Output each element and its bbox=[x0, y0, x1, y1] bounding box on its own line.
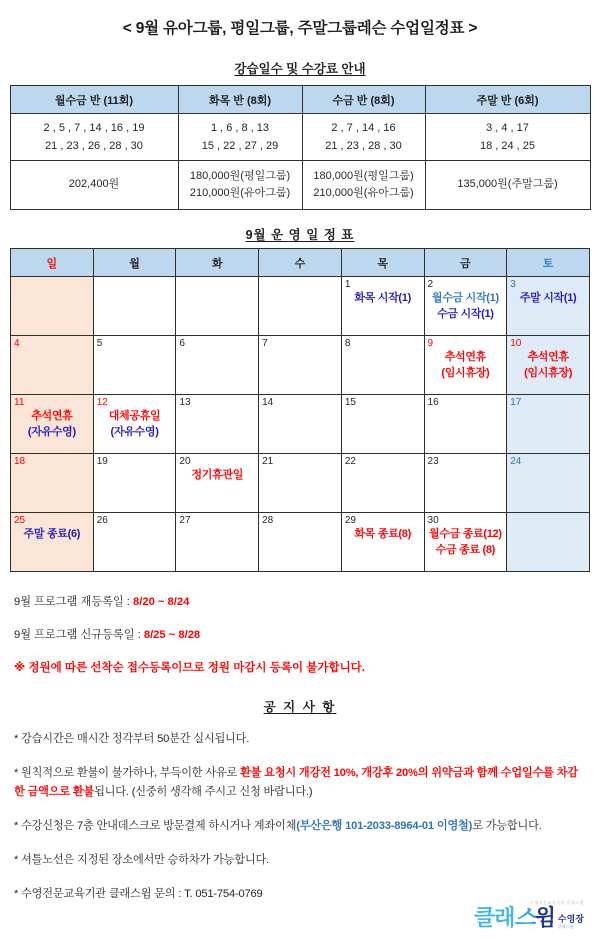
fee-line: 210,000원(유아그룹) bbox=[189, 187, 291, 199]
logo-caption: 수영전문교육기관 클래스윔 bbox=[530, 900, 584, 905]
dates-cell-wf bbox=[302, 114, 425, 161]
notice-text: * 셔틀노선은 지정된 장소에서만 승하차가 가능합니다. bbox=[14, 854, 269, 867]
reregistration-dates: 8/20 ~ 8/24 bbox=[133, 596, 190, 608]
notice-item-payment bbox=[14, 817, 586, 836]
reregistration-line bbox=[14, 593, 600, 609]
calendar-cell-sun bbox=[11, 336, 94, 395]
calendar-week-row bbox=[11, 395, 590, 454]
day-number: 25 bbox=[14, 515, 26, 526]
fee-table-fees-row bbox=[10, 161, 590, 210]
calendar-cell-sun bbox=[11, 277, 94, 336]
dates-cell-tt bbox=[178, 114, 302, 161]
capacity-warning: ※ 정원에 따른 선착순 접수등록이므로 정원 마감시 등록이 불가합니다. bbox=[14, 662, 365, 674]
calendar-event: (자유수영) bbox=[27, 425, 76, 438]
calendar-cell-wed bbox=[259, 277, 342, 336]
calendar-cell-fri bbox=[424, 395, 507, 454]
calendar-event: 정기휴관일 bbox=[191, 469, 244, 481]
day-number bbox=[262, 278, 338, 291]
calendar-cell-tue bbox=[176, 513, 259, 572]
day-number: 1 bbox=[344, 279, 351, 290]
day-number: 28 bbox=[262, 515, 274, 526]
day-number bbox=[14, 278, 90, 291]
notice-item-class-time bbox=[14, 730, 586, 749]
day-number: 6 bbox=[179, 338, 185, 349]
calendar-cell-fri bbox=[424, 513, 507, 572]
new-registration-dates: 8/25 ~ 8/28 bbox=[143, 629, 201, 641]
calendar-event: 화목 종료(8) bbox=[354, 528, 411, 540]
calendar-cell-tue bbox=[176, 395, 259, 454]
day-number: 26 bbox=[96, 515, 108, 526]
day-number: 18 bbox=[14, 456, 26, 467]
day-header-sun: 일 bbox=[11, 249, 94, 277]
calendar-cell-tue bbox=[176, 277, 259, 336]
calendar-heading: 9월 운 영 일 정 표 bbox=[245, 228, 355, 242]
day-number: 2 bbox=[427, 279, 434, 290]
fee-table bbox=[10, 85, 591, 210]
calendar-event: 월수금 종료(12) bbox=[428, 528, 502, 540]
calendar-event: 추석연휴 bbox=[444, 351, 487, 363]
calendar-week-row bbox=[11, 277, 590, 336]
fee-col-header-tt: 화목 반 (8회) bbox=[178, 86, 302, 114]
day-number bbox=[510, 514, 586, 527]
day-number: 3 bbox=[510, 279, 516, 290]
logo-brand-text-dark: 윔 bbox=[534, 905, 555, 930]
page-title: < 9월 유아그룹, 평일그룹, 주말그룹레슨 수업일정표 > bbox=[122, 20, 478, 37]
refund-penalty-highlight: 환불 요청시 개강전 10%, 개강후 20%의 위약금과 함께 수업일수를 차감한 금액으로 환불 bbox=[14, 767, 578, 799]
day-number: 16 bbox=[427, 397, 439, 408]
logo-brand-accent: 스 bbox=[514, 905, 535, 930]
day-number: 23 bbox=[427, 456, 439, 467]
calendar-cell-sun bbox=[11, 454, 94, 513]
calendar-cell-mon bbox=[93, 336, 176, 395]
notice-item-refund-policy bbox=[14, 764, 586, 802]
day-number: 13 bbox=[179, 397, 191, 408]
day-number: 9 bbox=[427, 338, 434, 349]
calendar-cell-thu bbox=[341, 395, 424, 454]
schedule-document bbox=[0, 16, 600, 939]
day-number: 27 bbox=[179, 515, 191, 526]
day-number: 22 bbox=[344, 456, 356, 467]
fee-line: 135,000원(주말그룹) bbox=[457, 178, 558, 191]
calendar-cell-sun bbox=[11, 513, 94, 572]
day-number: 15 bbox=[344, 397, 356, 408]
notice-text: * 원칙적으로 환불이 불가하나, 부득이한 사유로 bbox=[14, 767, 241, 780]
calendar-cell-sat bbox=[507, 395, 590, 454]
classwim-logo bbox=[474, 900, 584, 929]
day-number: 20 bbox=[179, 456, 191, 467]
fee-col-header-wf: 수금 반 (8회) bbox=[302, 86, 425, 114]
calendar-event: 수금 종료 (8) bbox=[435, 543, 496, 556]
fee-table-dates-row bbox=[10, 114, 590, 161]
day-number: 8 bbox=[344, 338, 351, 349]
day-number: 7 bbox=[262, 338, 268, 349]
calendar-week-row bbox=[11, 454, 590, 513]
day-number: 5 bbox=[96, 338, 103, 349]
bank-account-highlight: (부산은행 101-2033-8964-01 이영철) bbox=[296, 820, 473, 833]
day-header-tue: 화 bbox=[176, 249, 259, 277]
calendar-header-row bbox=[11, 249, 590, 277]
dates-line: 2 , 5 , 7 , 14 , 16 , 19 bbox=[43, 121, 145, 134]
dates-line: 2 , 7 , 14 , 16 bbox=[331, 121, 396, 134]
calendar-cell-thu bbox=[341, 336, 424, 395]
calendar-cell-tue bbox=[176, 336, 259, 395]
calendar-cell-fri bbox=[424, 454, 507, 513]
day-number: 10 bbox=[510, 338, 522, 349]
day-number: 12 bbox=[96, 397, 108, 408]
calendar-cell-mon bbox=[93, 454, 176, 513]
fee-table-header-row bbox=[10, 86, 590, 114]
calendar-event: 추석연휴 bbox=[527, 351, 569, 363]
dates-line: 18 , 24 , 25 bbox=[479, 140, 536, 152]
dates-line: 21 , 23 , 28 , 30 bbox=[325, 140, 402, 152]
dates-cell-weekend bbox=[425, 114, 590, 161]
calendar-cell-sun bbox=[11, 395, 94, 454]
calendar-cell-thu bbox=[341, 277, 424, 336]
calendar-cell-tue bbox=[176, 454, 259, 513]
calendar-cell-mon bbox=[93, 513, 176, 572]
day-number bbox=[179, 278, 255, 291]
calendar-cell-wed bbox=[259, 513, 342, 572]
calendar-week-row bbox=[11, 336, 590, 395]
registration-block bbox=[14, 593, 600, 675]
day-number: 29 bbox=[344, 515, 356, 526]
notice-text: * 강습시간은 매시간 정각부터 50분간 실시됩니다. bbox=[14, 733, 250, 745]
day-number: 19 bbox=[96, 456, 108, 467]
day-number: 24 bbox=[510, 456, 522, 467]
day-header-wed: 수 bbox=[259, 249, 342, 277]
dates-line: 1 , 6 , 8 , 13 bbox=[210, 121, 270, 134]
fee-cell-mwf bbox=[10, 161, 178, 210]
notice-text: * 수영전문교육기관 클래스윔 문의 : T. 051-754-0769 bbox=[14, 888, 263, 901]
calendar-cell-sat bbox=[507, 336, 590, 395]
calendar-cell-thu bbox=[341, 513, 424, 572]
day-header-sat: 토 bbox=[507, 249, 590, 277]
day-header-mon: 월 bbox=[93, 249, 176, 277]
logo-brand-text: 클래 bbox=[473, 905, 515, 930]
fee-col-header-mwf: 월수금 반 (11회) bbox=[10, 86, 178, 114]
day-number: 17 bbox=[510, 397, 522, 408]
fee-line: 210,000원(유아그룹) bbox=[313, 187, 414, 199]
calendar-event: 화목 시작(1) bbox=[354, 292, 411, 304]
logo-tag-pool: 수영장 bbox=[557, 914, 584, 924]
fee-cell-weekend bbox=[425, 161, 590, 210]
calendar-week-row bbox=[11, 513, 590, 572]
logo-tagline bbox=[558, 915, 584, 929]
day-number: 21 bbox=[262, 456, 274, 467]
dates-line: 21 , 23 , 26 , 28 , 30 bbox=[45, 140, 143, 152]
logo-tag-sub: 클래스윔 bbox=[557, 924, 574, 929]
fee-cell-tt bbox=[178, 161, 302, 210]
day-number bbox=[97, 278, 173, 291]
day-number: 30 bbox=[427, 515, 439, 526]
calendar-cell-fri bbox=[424, 277, 507, 336]
day-number: 14 bbox=[262, 397, 274, 408]
calendar-cell-sat bbox=[507, 277, 590, 336]
calendar-event: 대체공휴일 bbox=[108, 410, 161, 422]
calendar-event: 월수금 시작(1) bbox=[431, 292, 499, 304]
dates-line: 3 , 4 , 17 bbox=[486, 121, 529, 134]
notice-text: 로 가능합니다. bbox=[472, 820, 542, 833]
new-registration-label: 9월 프로그램 신규등록일 : bbox=[14, 629, 144, 641]
day-header-thu: 목 bbox=[341, 249, 424, 277]
fee-line: 202,400원 bbox=[68, 178, 120, 191]
calendar-event: (임시휴장) bbox=[524, 366, 573, 379]
fee-col-header-weekend: 주말 반 (6회) bbox=[425, 86, 590, 114]
fee-cell-wf bbox=[302, 161, 425, 210]
calendar-event: 주말 시작(1) bbox=[519, 292, 577, 304]
operation-calendar bbox=[10, 248, 590, 572]
reregistration-label: 9월 프로그램 재등록일 : bbox=[14, 596, 134, 608]
fee-line: 180,000원(평일그룹) bbox=[313, 169, 414, 182]
dates-line: 15 , 22 , 27 , 29 bbox=[201, 140, 279, 152]
calendar-event: 추석연휴 bbox=[31, 410, 73, 422]
notice-heading: 공 지 사 항 bbox=[263, 700, 337, 714]
new-registration-line bbox=[14, 626, 600, 642]
calendar-cell-thu bbox=[341, 454, 424, 513]
calendar-cell-fri bbox=[424, 336, 507, 395]
calendar-cell-wed bbox=[259, 336, 342, 395]
calendar-cell-wed bbox=[259, 454, 342, 513]
calendar-event: (자유수영) bbox=[110, 425, 159, 438]
day-number: 4 bbox=[14, 338, 20, 349]
fee-section-heading: 강습일수 및 수강료 안내 bbox=[234, 62, 366, 76]
calendar-cell-wed bbox=[259, 395, 342, 454]
calendar-event: 수금 시작(1) bbox=[437, 307, 494, 320]
day-header-fri: 금 bbox=[424, 249, 507, 277]
calendar-cell-sat bbox=[507, 454, 590, 513]
calendar-cell-mon bbox=[93, 277, 176, 336]
notice-item-shuttle bbox=[14, 851, 586, 870]
calendar-event: 주말 종료(6) bbox=[23, 528, 81, 540]
notice-text: 됩니다. (신중히 생각해 주시고 신청 바랍니다.) bbox=[94, 786, 313, 799]
calendar-event: (임시휴장) bbox=[441, 366, 490, 379]
dates-cell-mwf bbox=[10, 114, 178, 161]
calendar-cell-mon bbox=[93, 395, 176, 454]
notice-text: * 수강신청은 7층 안내데스크로 방문결제 하시거나 계좌이체 bbox=[14, 820, 297, 833]
calendar-cell-sat bbox=[507, 513, 590, 572]
fee-line: 180,000원(평일그룹) bbox=[189, 169, 291, 182]
day-number: 11 bbox=[14, 397, 25, 408]
